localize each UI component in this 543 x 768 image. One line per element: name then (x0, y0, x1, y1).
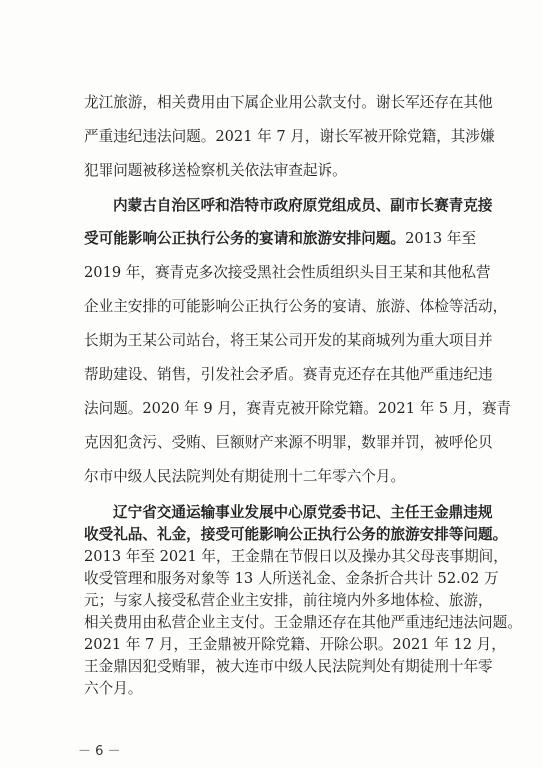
paragraph-heading-line: 内蒙古自治区呼和浩特市政府原党组成员、副市长赛青克接 (113, 197, 493, 214)
bold-heading-text: 受可能影响公正执行公务的宴请和旅游安排问题。 (84, 230, 406, 247)
paragraph-heading-line-mixed (84, 229, 477, 249)
text-line: 王金鼎因犯受贿罪，被大连市中级人民法院判处有期徒刑十年零 (84, 658, 493, 675)
text-line: 克因犯贪污、受贿、巨额财产来源不明罪，数罪并罚，被呼伦贝 (84, 434, 493, 451)
text-line: 相关费用由私营企业主支付。王金鼎还存在其他严重违纪违法问题。 (84, 614, 522, 631)
text-line: 元；与家人接受私营企业主安排，前往境内外多地体检、旅游， (84, 592, 493, 609)
text-line: 龙江旅游，相关费用由下属企业用公款支付。谢长军还存在其他 (84, 94, 493, 111)
text-line: 长期为王某公司站台，将王某公司开发的某商城列为重大项目并 (84, 332, 493, 349)
text-line: 法问题。2020 年 9 月，赛青克被开除党籍。2021 年 5 月，赛青 (84, 400, 512, 417)
text-line: 帮助建设、销售，引发社会矛盾。赛青克还存在其他严重违纪违 (84, 366, 493, 383)
page-number: － 6 － (78, 744, 121, 759)
text-line: 严重违纪违法问题。2021 年 7 月，谢长军被开除党籍，其涉嫌 (84, 128, 495, 145)
paragraph-heading-line: 辽宁省交通运输事业发展中心原党委书记、主任王金鼎违规 (113, 504, 493, 521)
text-line: 2013 年至 2021 年，王金鼎在节假日以及操办其父母丧事期间， (84, 548, 508, 565)
text-line: 尔市中级人民法院判处有期徒刑十二年零六个月。 (84, 468, 406, 485)
text-line: 六个月。 (84, 680, 143, 697)
paragraph-heading-line: 收受礼品、礼金，接受可能影响公正执行公务的旅游安排等问题。 (84, 526, 508, 543)
text-line: 2019 年，赛青克多次接受黑社会性质组织头目王某和其他私营 (84, 264, 491, 281)
text-line: 犯罪问题被移送检察机关依法审查起诉。 (84, 162, 347, 179)
text-line: 企业主安排的可能影响公正执行公务的宴请、旅游、体检等活动， (84, 298, 508, 315)
text-line: 2021 年 7 月，王金鼎被开除党籍、开除公职。2021 年 12 月， (84, 636, 506, 653)
text-line: 收受管理和服务对象等 13 人所送礼金、金条折合共计 52.02 万 (84, 570, 499, 587)
heading-tail-text: 2013 年至 (405, 230, 477, 247)
